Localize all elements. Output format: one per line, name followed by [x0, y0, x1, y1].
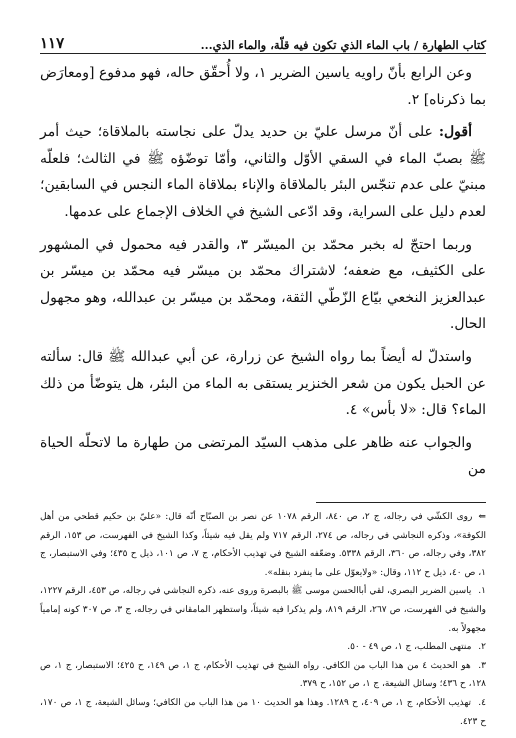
paragraph-text: وعن الرابع بأنّ راويه ياسين الضرير ١، ولا أُحقّق حاله، فهو مدفوع [ومعارَض بما ذكرناه] ٢.: [40, 65, 486, 108]
footnote: [40, 694, 486, 731]
paragraph-text: على أنّ مرسل عليّ بن حديد يدلّ على نجاسته بالملاقاة؛ حيث أمر ﷺ بصبّ الماء في السقي الأوّل والثاني، وأمّا توضّؤه ﷺ في الثالث؛ فلعلّه مبنيّ على عدم تنجّس البئر بالملاقاة والإناء بملاقاة الماء النجس في السابقين؛ لعدم دليل على السراية، وقد ادّعى الشيخ في الخلاف الإجماع على عدمها.: [40, 124, 487, 220]
paragraph: [40, 232, 486, 338]
footnote-marker: ١.: [478, 586, 486, 597]
footnotes: [40, 508, 486, 731]
paragraph: [40, 344, 486, 424]
footnote-marker: ٣.: [478, 660, 486, 671]
paragraph: [40, 60, 486, 113]
footnote-text: روى الكشّي في رجاله، ج ٢، ص ٨٤٠، الرقم ١٠٧٨ عن نصر بن الصبّاح أنّه قال: «عليّ بن حكيم قطحي من أهل الكوفة»، وذكره النجاشي في رجاله، ص ٢٧٤، الرقم ٧١٧ ولم يقل فيه شيئاً، وكذا الشيخ في الفهرست، ص ١٥٣، الرقم ٣٨٢، وفي رجاله، ص ٣٦٠، الرقم ٥٣٣٨. وضعّفه الشيخ في تهذيب الأحكام، ج ٧، ص ١٠١، ذيل ح ٤٣٥؛ وفي الاستبصار، ج ١، ص ٤٠، ذيل ح ١١٢، وقال: «ولايعوّل على ما ينفرد بنقله».: [40, 512, 486, 578]
paragraph-text: والجواب عنه ظاهر على مذهب السيّد المرتضى من طهارة ما لاتحلّه الحياة من: [40, 434, 486, 478]
footnote-separator: [316, 502, 486, 503]
footnote: [40, 657, 486, 694]
running-title: كتاب الطهارة / باب الماء الذي تكون فيه قلّة، والماء الذي...: [200, 38, 486, 52]
paragraph-text: واستدلّ له أيضاً بما رواه الشيخ عن زرارة، عن أبي عبدالله ﷺ قال: سألته عن الحبل يكون من شعر الخنزير يستقى به الماء من البئر، هل يتوضّأ من ذلك الماء؟ قال: «لا بأس» ٤.: [40, 348, 486, 419]
footnote-text: هو الحديث ٤ من هذا الباب من الكافي. رواه الشيخ في تهذيب الأحكام، ج ١، ص ١٤٩، ح ٤٢٥؛ الاستبصار، ج ١، ص ١٢٨، ح ٤٣٦؛ وسائل الشيعة، ج ١، ص ١٥٢، ح ٣٧٩.: [40, 660, 486, 690]
footnote-marker: ٤.: [478, 697, 486, 708]
footnote-text: ياسين الضرير البصري، لقي أباالحسن موسى ﷺ بالبصرة وروى عنه، ذكره النجاشي في رجاله، ص ٤٥٣، الرقم ١٢٢٧، والشيخ في الفهرست، ص ٢٦٧، الرقم ٨١٩، ولم يذكرا فيه شيئاً، واستظهر المامقاني في رجاله، ج ٣، ص ٣٠٧ كونه إمامياً مجهولاً به.: [40, 586, 486, 634]
footnote-text: منتهى المطلب، ج ١، ص ٤٩ - ٥٠.: [347, 642, 472, 653]
paragraph: [40, 119, 486, 225]
main-text: [40, 60, 486, 489]
footnote-marker: ⇐: [478, 512, 486, 522]
header-rule: [40, 53, 486, 54]
footnote: [40, 582, 486, 638]
footnote: [40, 638, 486, 657]
running-header: [40, 28, 486, 52]
paragraph-text: وربما احتجّ له بخبر محمّد بن الميسّر ٣، والقدر فيه محمول في المشهور على الكثيف، مع ضعفه؛ لاشتراك محمّد بن ميسّر فيه محمّد بن ميسّر بن عبدالعزيز النخعي بيّاع الزّطّي الثقة، ومحمّد بن ميسّر بن عبدالله، وهو مجهول الحال.: [40, 236, 486, 333]
footnote: [40, 508, 486, 582]
page-number: ١١٧: [40, 34, 65, 52]
footnote-marker: ٢.: [478, 642, 486, 653]
paragraph-lead: أقول:: [438, 124, 472, 141]
paragraph: [40, 430, 486, 483]
footnote-text: تهذيب الأحكام، ج ١، ص ٤٠٩، ح ١٢٨٩. وهذا هو الحديث ١٠ من هذا الباب من الكافي؛ وسائل الشيعة، ج ١، ص ١٧٠، ح ٤٢٣.: [40, 697, 486, 727]
